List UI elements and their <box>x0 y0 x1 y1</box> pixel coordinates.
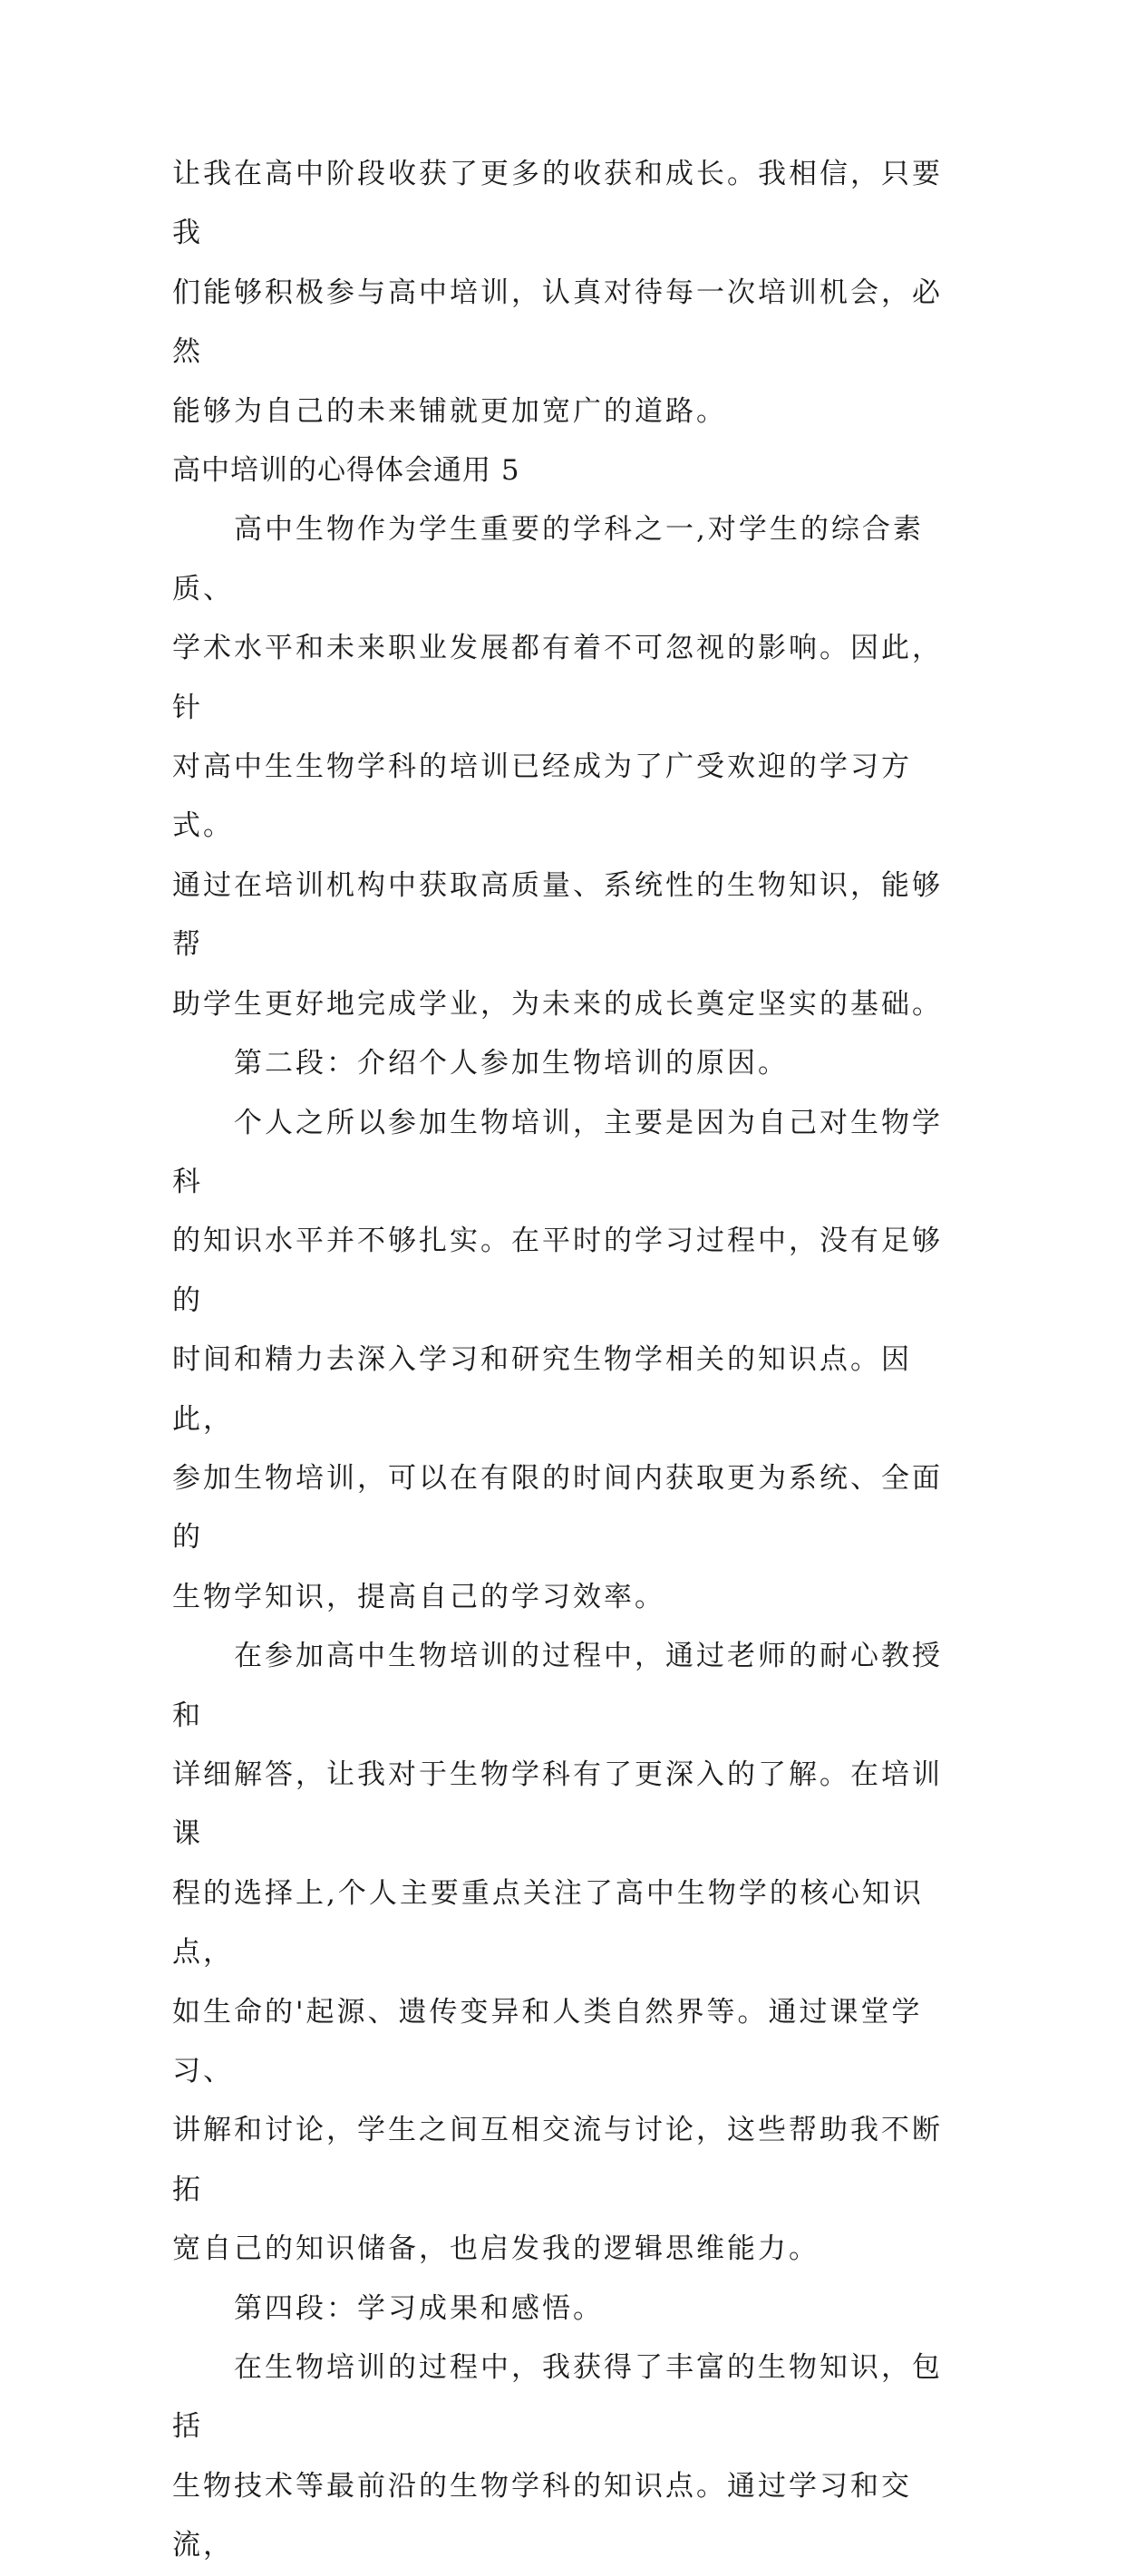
text-line: 时间和精力去深入学习和研究生物学相关的知识点。因此， <box>172 1343 912 1436</box>
text-line: 程的选择上,个人主要重点关注了高中生物学的核心知识点， <box>172 1876 924 1970</box>
document-body <box>172 145 970 2576</box>
text-line: 宽自己的知识储备，也启发我的逻辑思维能力。 <box>172 2232 820 2266</box>
text-line: 第四段：学习成果和感悟。 <box>234 2291 604 2325</box>
text-line: 对高中生生物学科的培训已经成为了广受欢迎的学习方式。 <box>172 751 912 843</box>
text-line: 在生物培训的过程中，我获得了丰富的生物知识，包括 <box>172 2351 943 2444</box>
text-line: 通过在培训机构中获取高质量、系统性的生物知识，能够帮 <box>172 868 943 962</box>
text-line: 个人之所以参加生物培训，主要是因为自己对生物学科 <box>172 1106 943 1198</box>
text-line: 能够为自己的未来铺就更加宽广的道路。 <box>172 394 727 428</box>
text-line: 第二段：介绍个人参加生物培训的原因。 <box>234 1047 789 1080</box>
heading-text: 高中培训的心得体会通用 5 <box>172 454 520 488</box>
text-line: 学术水平和未来职业发展都有着不可忽视的影响。因此，针 <box>172 632 943 724</box>
text-line: 助学生更好地完成学业，为未来的成长奠定坚实的基础。 <box>172 987 943 1021</box>
text-line: 讲解和讨论，学生之间互相交流与讨论，这些帮助我不断拓 <box>172 2114 943 2206</box>
paragraph-continued <box>172 145 970 441</box>
paragraph-subheading-4 <box>172 2280 970 2339</box>
text-line: 如生命的'起源、遗传变异和人类自然界等。通过课堂学习、 <box>172 1995 923 2087</box>
section-heading <box>172 441 970 500</box>
text-line: 参加生物培训，可以在有限的时间内获取更为系统、全面的 <box>172 1461 943 1554</box>
text-line: 的知识水平并不够扎实。在平时的学习过程中，没有足够的 <box>172 1225 943 1317</box>
paragraph-process <box>172 1627 970 2279</box>
text-line: 们能够积极参与高中培训，认真对待每一次培训机会，必然 <box>172 276 943 369</box>
text-line: 生物学知识，提高自己的学习效率。 <box>172 1580 665 1613</box>
text-line: 高中生物作为学生重要的学科之一,对学生的综合素质、 <box>172 513 924 605</box>
text-line: 详细解答，让我对于生物学科有了更深入的了解。在培训课 <box>172 1758 943 1851</box>
text-line: 让我在高中阶段收获了更多的收获和成长。我相信，只要我 <box>172 158 943 250</box>
paragraph-reason <box>172 1094 970 1628</box>
text-line: 生物技术等最前沿的生物学科的知识点。通过学习和交流， <box>172 2469 912 2562</box>
paragraph-results <box>172 2339 970 2576</box>
paragraph-intro <box>172 500 970 1034</box>
paragraph-subheading-2 <box>172 1034 970 1093</box>
text-line: 在参加高中生物培训的过程中，通过老师的耐心教授和 <box>172 1640 943 1732</box>
